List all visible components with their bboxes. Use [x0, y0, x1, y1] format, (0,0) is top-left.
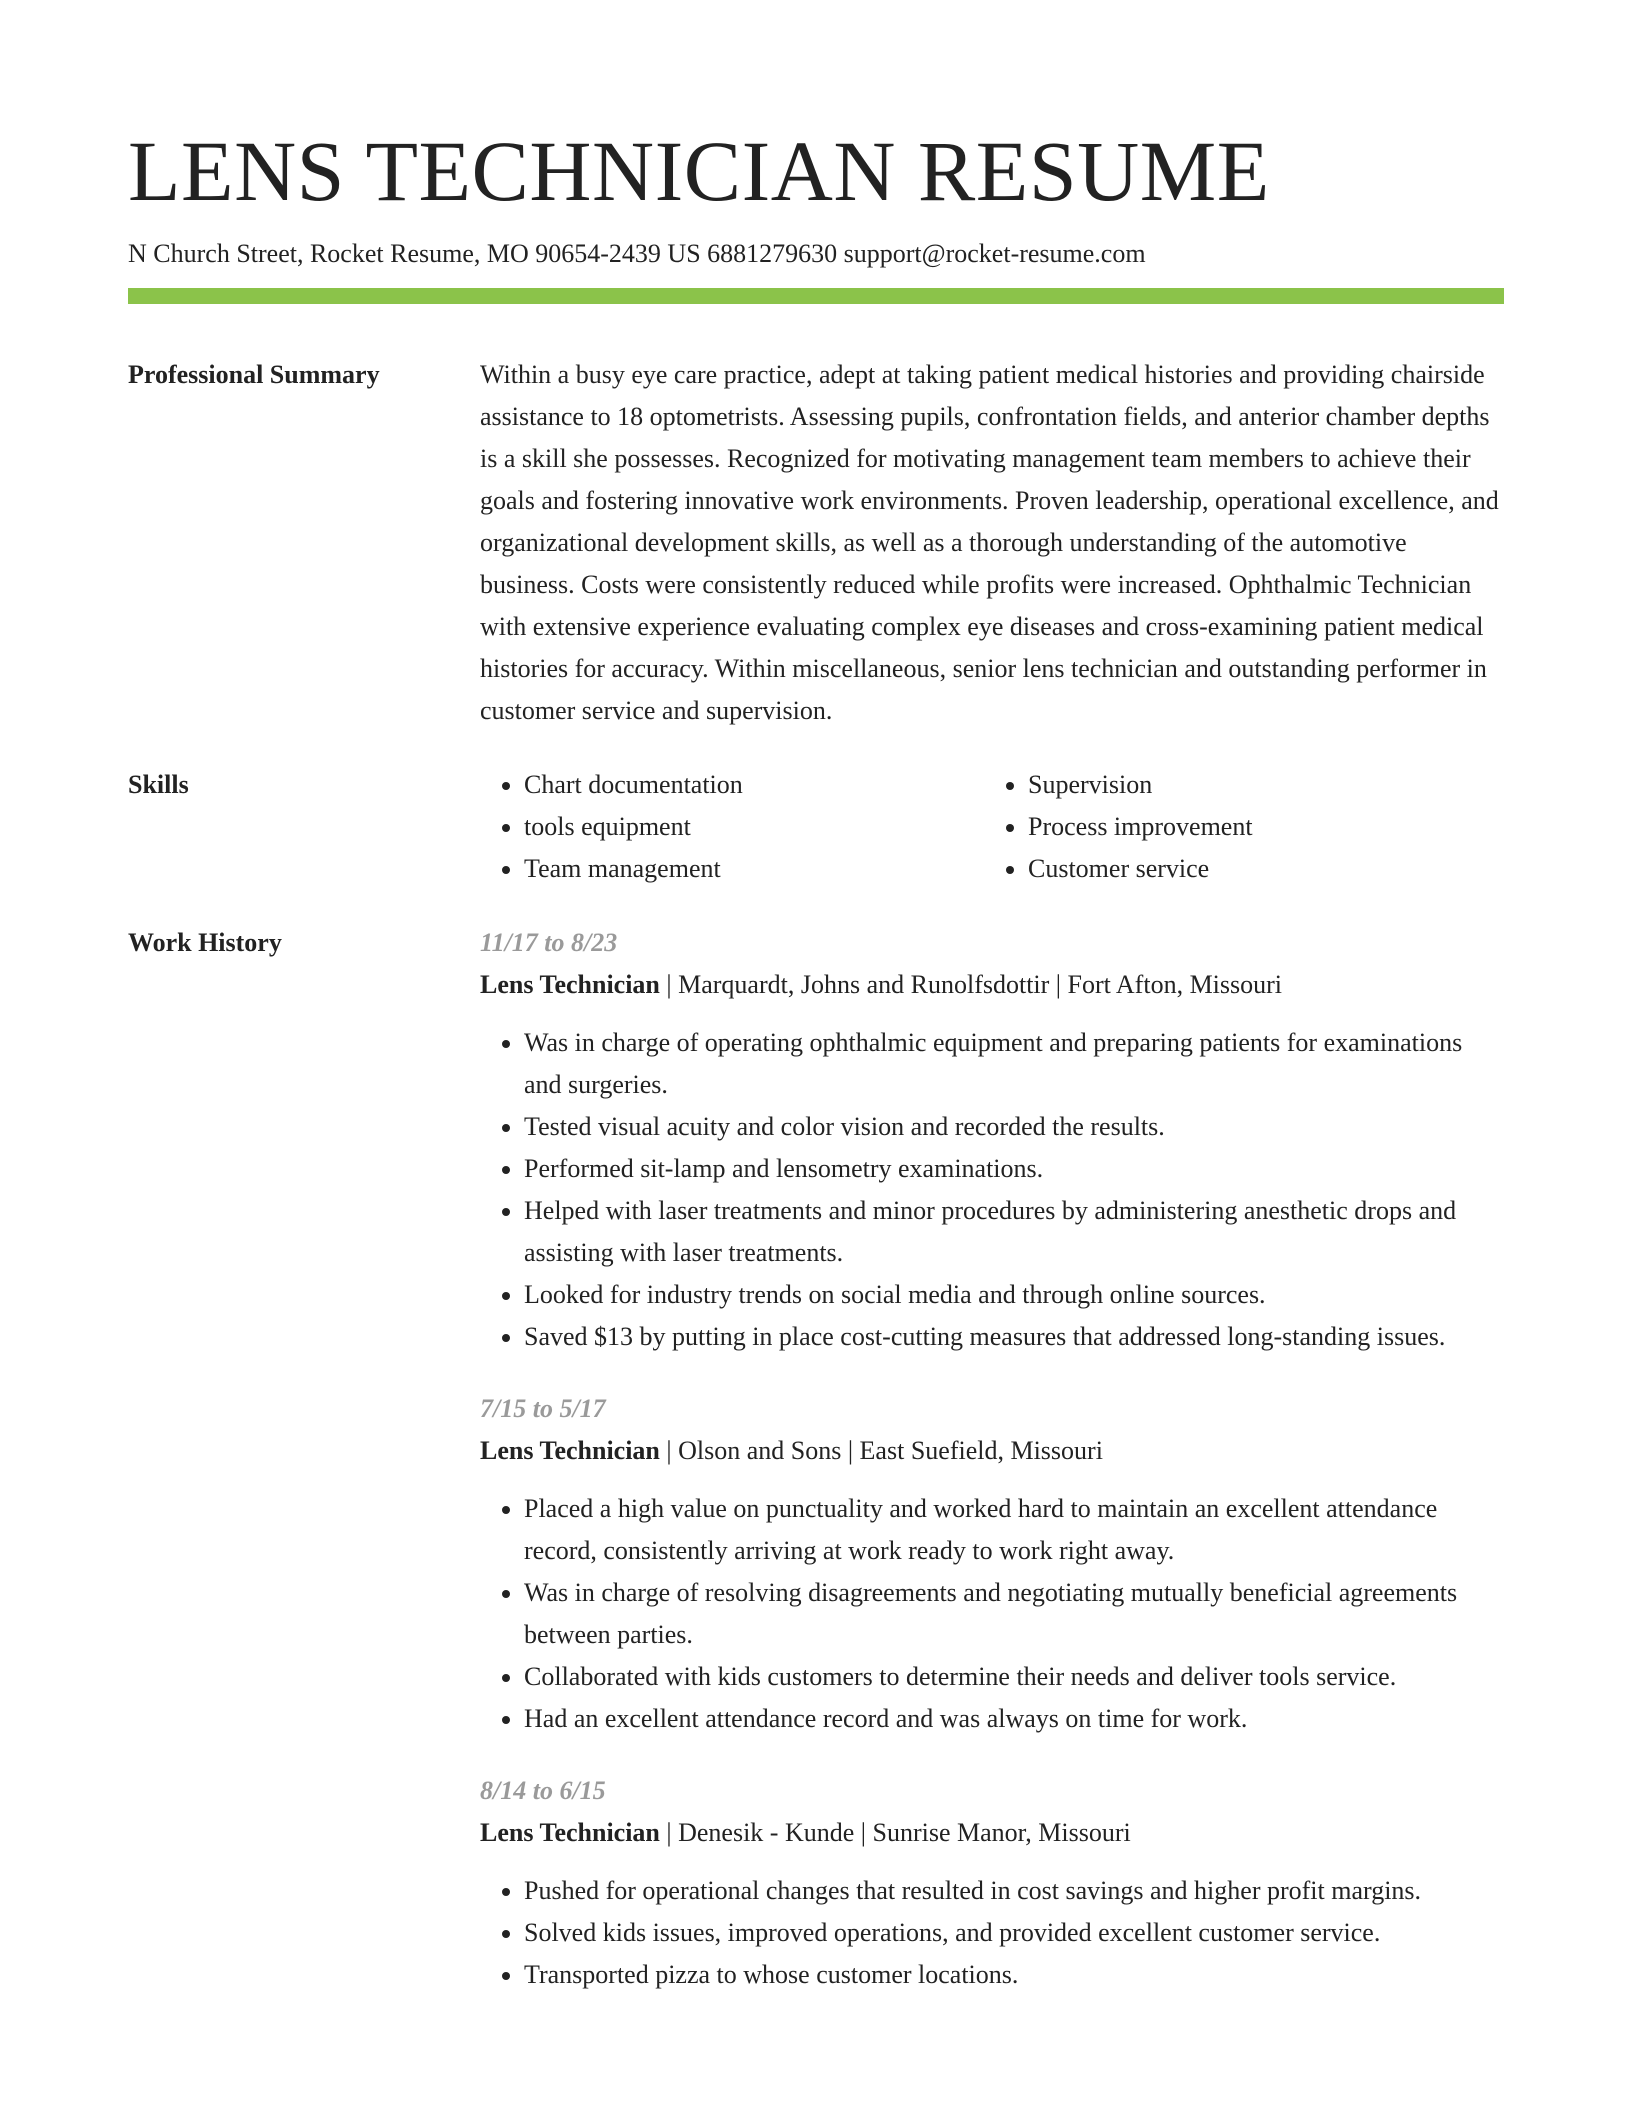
job-bullets — [480, 1488, 1504, 1740]
job-bullet: • Looked for industry trends on social media and through online sources. — [524, 1274, 1504, 1316]
job-details: | Marquardt, Johns and Runolfsdottir | Fort Afton, Missouri — [659, 970, 1283, 999]
job-bullet: • Was in charge of resolving disagreements and negotiating mutually beneficial agreements between parties. — [524, 1572, 1504, 1656]
resume-title: LENS TECHNICIAN RESUME — [128, 123, 1270, 219]
job-bullet: • Transported pizza to whose customer locations. — [524, 1954, 1504, 1996]
resume-page — [128, 118, 1504, 2026]
job-role: Lens Technician — [480, 1818, 660, 1847]
job-details: | Denesik - Kunde | Sunrise Manor, Missouri — [659, 1818, 1131, 1847]
skill-item: • Process improvement — [1028, 806, 1504, 848]
job-bullet: • Solved kids issues, improved operations, and provided excellent customer service. — [524, 1912, 1504, 1954]
summary-text: Within a busy eye care practice, adept at taking patient medical histories and providing chairside assistance to 18 optometrists. Assessing pupils, confrontation fields, and anterior chamber depths is a skill she possesses. Recognized for motivating management team members to achieve their goals and fostering innovative work environments. Proven leadership, operational excellence, and organizational development skills, as well as a thorough understanding of the automotive business. Costs were consistently reduced while profits were increased. Ophthalmic Technician with extensive experience evaluating complex eye diseases and cross-examining patient medical histories for accuracy. Within miscellaneous, senior lens technician and outstanding performer in customer service and supervision. — [480, 360, 1499, 725]
work-history-label: Work History — [128, 928, 282, 957]
job-bullet: • Placed a high value on punctuality and worked hard to maintain an excellent attendance record, consistently arriving at work ready to work right away. — [524, 1488, 1504, 1572]
skills-list — [480, 764, 1504, 890]
job-heading — [480, 1812, 1504, 1854]
skill-item: • Customer service — [1028, 848, 1504, 890]
job-dates: 11/17 to 8/23 — [480, 928, 618, 957]
job-dates: 8/14 to 6/15 — [480, 1776, 606, 1805]
work-history-section — [128, 922, 1504, 2026]
job-role: Lens Technician — [480, 1436, 660, 1465]
job-role: Lens Technician — [480, 970, 660, 999]
summary-section — [128, 354, 1504, 732]
job-bullet: • Performed sit-lamp and lensometry examinations. — [524, 1148, 1504, 1190]
job-bullet: • Pushed for operational changes that resulted in cost savings and higher profit margins. — [524, 1870, 1504, 1912]
skill-item: • Team management — [524, 848, 1028, 890]
job-bullet: • Was in charge of operating ophthalmic equipment and preparing patients for examinations and surgeries. — [524, 1022, 1504, 1106]
job-entry — [480, 922, 1504, 1358]
job-entry — [480, 1770, 1504, 1996]
job-entry — [480, 1388, 1504, 1740]
job-bullet: • Had an excellent attendance record and was always on time for work. — [524, 1698, 1504, 1740]
job-dates: 7/15 to 5/17 — [480, 1394, 606, 1423]
skill-item: • Supervision — [1028, 764, 1504, 806]
contact-info: N Church Street, Rocket Resume, MO 90654-2439 US 6881279630 support@rocket-resume.com — [128, 239, 1146, 268]
job-bullet: • Tested visual acuity and color vision and recorded the results. — [524, 1106, 1504, 1148]
skill-item: • tools equipment — [524, 806, 1028, 848]
skill-item: • Chart documentation — [524, 764, 1028, 806]
job-bullets — [480, 1870, 1504, 1996]
job-details: | Olson and Sons | East Suefield, Missouri — [659, 1436, 1103, 1465]
job-bullet: • Collaborated with kids customers to determine their needs and deliver tools service. — [524, 1656, 1504, 1698]
summary-body — [480, 354, 1504, 732]
summary-label: Professional Summary — [128, 360, 380, 389]
skills-label: Skills — [128, 770, 189, 799]
job-bullet: • Saved $13 by putting in place cost-cutting measures that addressed long-standing issues. — [524, 1316, 1504, 1358]
job-bullets — [480, 1022, 1504, 1358]
job-bullet: • Helped with laser treatments and minor procedures by administering anesthetic drops and assisting with laser treatments. — [524, 1190, 1504, 1274]
accent-divider — [128, 288, 1504, 304]
skills-section — [128, 764, 1504, 890]
job-heading — [480, 964, 1504, 1006]
skills-body — [480, 764, 1504, 890]
job-heading — [480, 1430, 1504, 1472]
work-history-body — [480, 922, 1504, 2026]
